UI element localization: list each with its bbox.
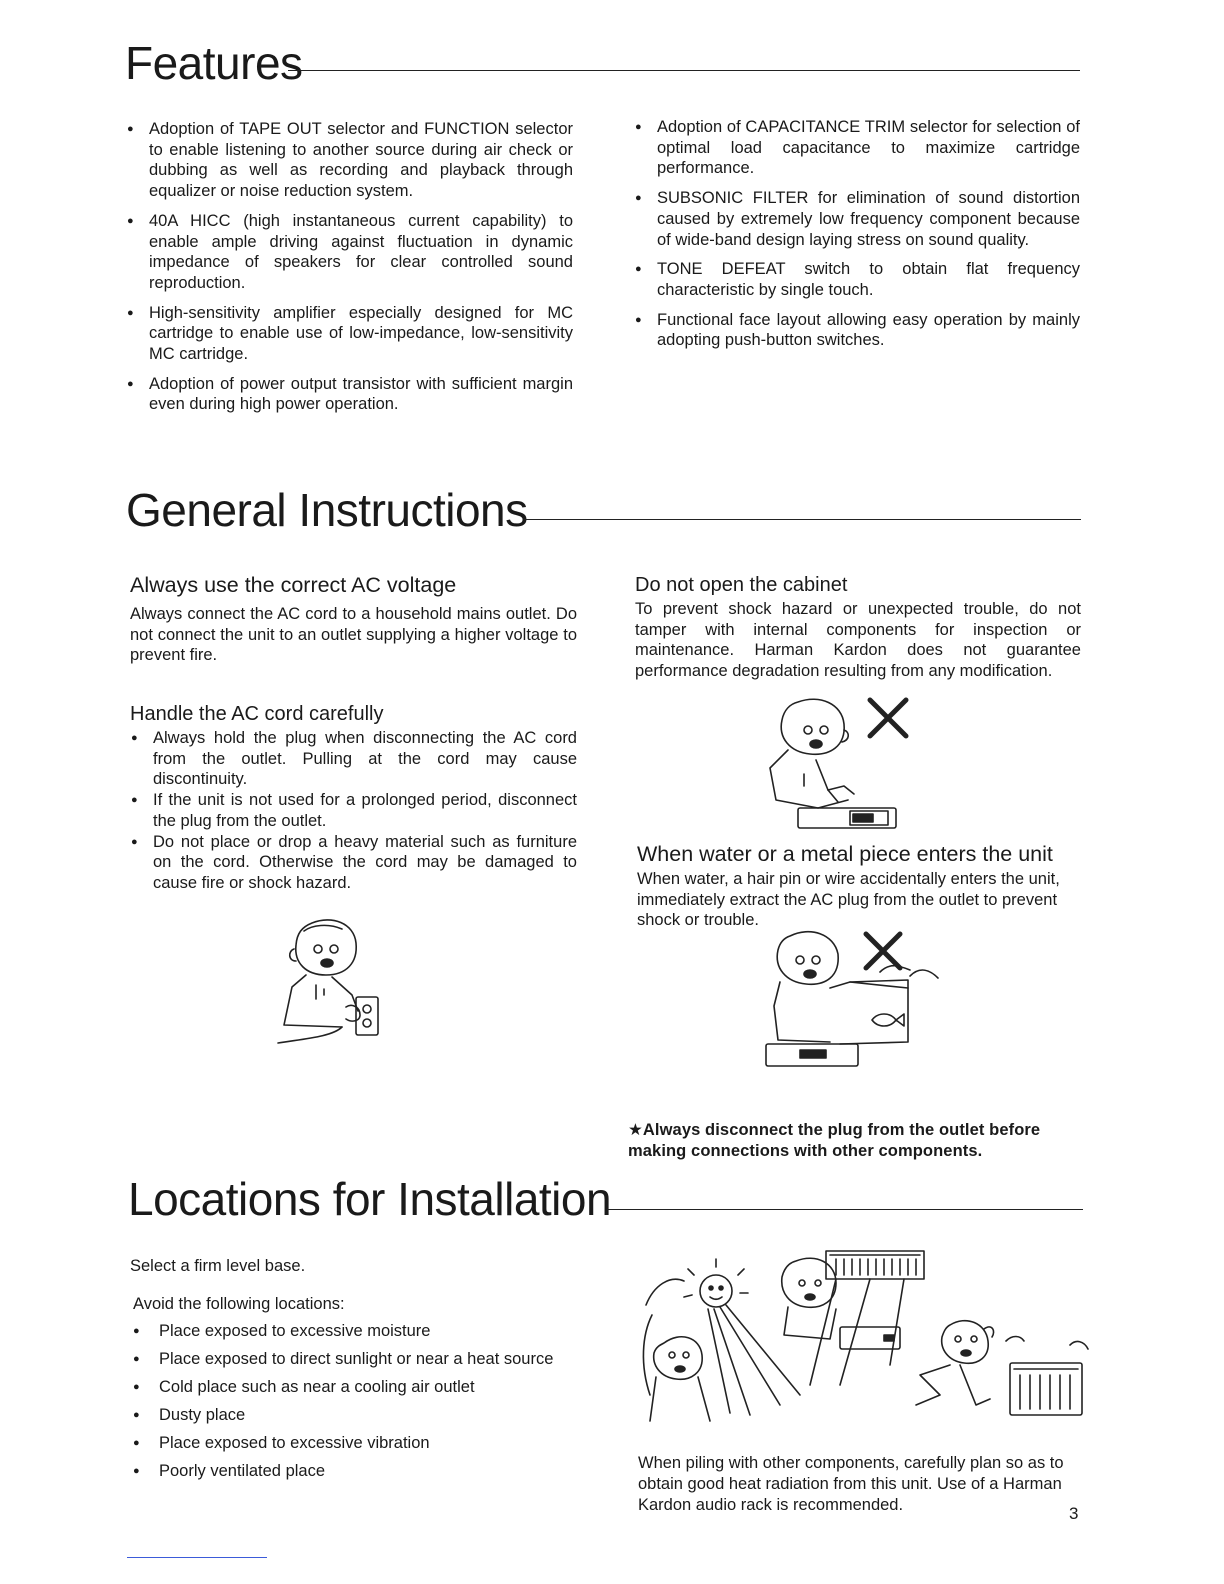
features-left-list [127,119,573,424]
features-right-list [635,117,1080,360]
ac-cord-heading: Handle the AC cord carefully [130,703,384,725]
features-title-rule [288,70,1080,71]
list-item: ● Adoption of TAPE OUT selector and FUNCTION selector to enable listening to another source during air check or dubbing as well as recording and playback through equalizer or noise reduction system. [127,119,573,202]
water-heading: When water or a metal piece enters the unit [637,842,1053,866]
list-item: ● Adoption of power output transistor with sufficient margin even during high power operation. [127,374,573,415]
locations-list [133,1317,593,1485]
list-item: ● Functional face layout allowing easy operation by mainly adopting push-button switches. [635,310,1080,351]
connection-note-text: Always disconnect the plug from the outlet before making connections with other components. [628,1121,1041,1160]
footer-line [127,1557,267,1558]
list-item: ● Always hold the plug when disconnecting the AC cord from the outlet. Pulling at the cord may cause discontinuity. [131,728,577,790]
page-number: 3 [1069,1504,1079,1523]
list-item: ● If the unit is not used for a prolonged period, disconnect the plug from the outlet. [131,790,577,831]
locations-title: Locations for Installation [128,1173,612,1225]
locations-title-rule [607,1209,1083,1210]
open-cabinet-illustration [758,690,918,835]
plug-holding-illustration [272,915,392,1050]
connection-note [628,1120,1088,1162]
ac-voltage-heading: Always use the correct AC voltage [130,573,457,597]
cabinet-text: To prevent shock hazard or unexpected trouble, do not tamper with internal components for inspection or maintenance. Harman Kardon does not guarantee performance degradation resulting from any modification. [635,600,1081,681]
locations-avoid: Avoid the following locations: [133,1295,345,1313]
features-title: Features [125,37,303,89]
ac-voltage-text: Always connect the AC cord to a household mains outlet. Do not connect the unit to an outlet supplying a higher voltage to prevent fire. [130,605,577,665]
star-icon: ★ [628,1121,643,1139]
installation-locations-illustration [640,1245,1092,1430]
list-item: ● TONE DEFEAT switch to obtain flat frequency characteristic by single touch. [635,259,1080,300]
list-item: ● Dusty place [133,1401,593,1429]
list-item: ● High-sensitivity amplifier especially designed for MC cartridge to enable use of low-impedance, low-sensitivity MC cartridge. [127,303,573,365]
list-item: ● Adoption of CAPACITANCE TRIM selector for selection of optimal load capacitance to maximize cartridge performance. [635,117,1080,179]
general-instructions-title: General Instructions [126,484,528,536]
list-item: ● Place exposed to direct sunlight or near a heat source [133,1345,593,1373]
list-item: ● Do not place or drop a heavy material such as furniture on the cord. Otherwise the cord may be damaged to cause fire or shock hazard. [131,832,577,894]
list-item: ● Place exposed to excessive vibration [133,1429,593,1457]
cabinet-heading: Do not open the cabinet [635,574,848,596]
list-item: ● SUBSONIC FILTER for elimination of sound distortion caused by extremely low frequency component because of wide-band design laying stress on sound quality. [635,188,1080,250]
locations-intro: Select a firm level base. [130,1257,306,1275]
stacking-note: When piling with other components, carefully plan so as to obtain good heat radiation from this unit. Use of a Harman Kardon audio rack is recommended. [638,1454,1064,1514]
list-item: ● 40A HICC (high instantaneous current capability) to enable ample driving against fluctuation in dynamic impedance of speakers for clear controlled sound reproduction. [127,211,573,294]
list-item: ● Cold place such as near a cooling air outlet [133,1373,593,1401]
list-item: ● Poorly ventilated place [133,1457,593,1485]
general-instructions-title-rule [523,519,1081,520]
ac-cord-list [131,728,577,894]
list-item: ● Place exposed to excessive moisture [133,1317,593,1345]
water-text: When water, a hair pin or wire accidentally enters the unit, immediately extract the AC plug from the outlet to prevent shock or trouble. [637,870,1060,930]
water-entering-illustration [760,922,950,1072]
